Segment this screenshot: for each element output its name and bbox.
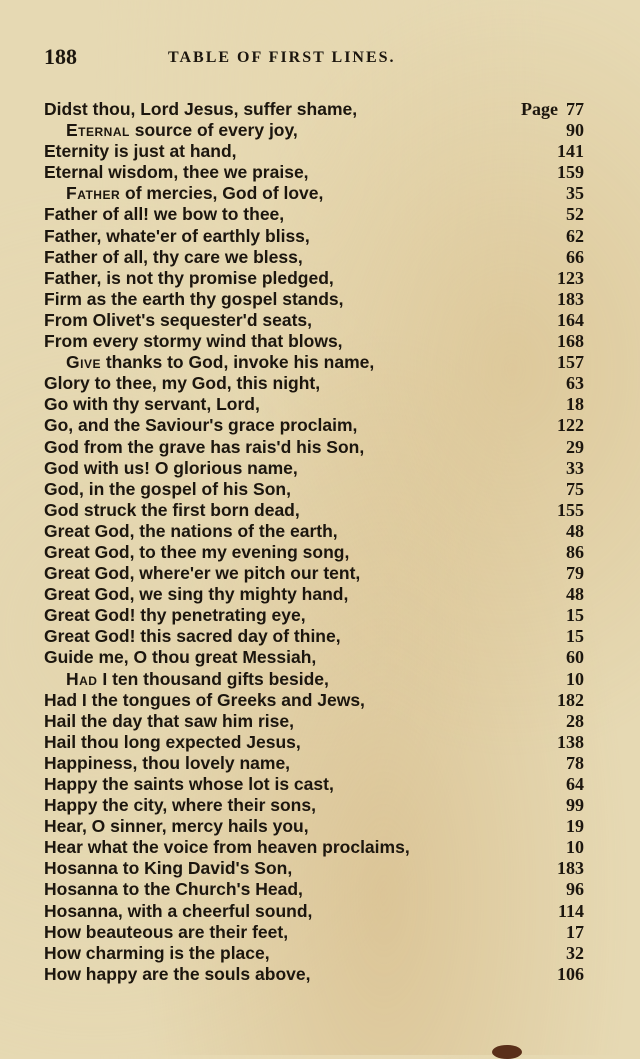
list-item: [44, 879, 584, 900]
first-line-text: [44, 837, 410, 858]
page-reference: [557, 858, 584, 879]
page-reference: [557, 690, 584, 711]
line-text: Go, and the Saviour's grace proclaim,: [44, 415, 358, 436]
page-reference: [566, 584, 584, 605]
first-line-text: [44, 795, 316, 816]
page-number-ref: 183: [557, 858, 584, 879]
first-line-text: [44, 458, 298, 479]
running-title: TABLE OF FIRST LINES.: [168, 49, 396, 66]
page-number-ref: 106: [557, 963, 584, 984]
first-line-text: [44, 605, 306, 626]
page-reference: [566, 816, 584, 837]
page-reference: [566, 774, 584, 795]
list-item: [44, 268, 584, 289]
list-item: [44, 162, 584, 183]
list-item: [44, 626, 584, 647]
page-reference: [557, 964, 584, 985]
line-text: Great God! thy penetrating eye,: [44, 605, 306, 626]
page-reference: [566, 647, 584, 668]
line-text: God from the grave has rais'd his Son,: [44, 436, 365, 457]
page-reference: [566, 437, 584, 458]
list-item: [44, 479, 584, 500]
list-item: [44, 647, 584, 668]
list-item: [44, 394, 584, 415]
list-item: [44, 753, 584, 774]
page-number-ref: 114: [557, 900, 584, 921]
line-text: From Olivet's sequester'd seats,: [44, 309, 313, 330]
line-text: source of every joy,: [129, 120, 298, 141]
page-number: 188: [44, 44, 77, 69]
list-item: [44, 901, 584, 922]
page-reference: [566, 521, 584, 542]
page-number-ref: 183: [557, 288, 584, 309]
page-number-ref: 138: [557, 731, 584, 752]
first-line-text: [44, 858, 292, 879]
page-number-ref: 17: [566, 921, 584, 942]
page-number-ref: 77: [566, 99, 584, 119]
page-number-ref: 66: [566, 246, 584, 267]
first-line-text: [44, 711, 294, 732]
first-line-text: [44, 563, 360, 584]
list-item: [44, 415, 584, 436]
list-item: [44, 204, 584, 225]
page-reference: [566, 669, 584, 690]
line-text: Hail the day that saw him rise,: [44, 710, 294, 731]
first-line-text: [44, 226, 310, 247]
first-line-text: [44, 247, 303, 268]
line-text: Father, whate'er of earthly bliss,: [44, 225, 310, 246]
list-item: [44, 584, 584, 605]
list-item: [44, 732, 584, 753]
page-reference: [566, 795, 584, 816]
page-number-ref: 79: [566, 563, 584, 584]
list-item: [44, 542, 584, 563]
page-number-ref: 10: [566, 837, 584, 858]
line-text: God struck the first born dead,: [44, 499, 300, 520]
first-line-text: [44, 542, 349, 563]
first-line-text: [44, 816, 309, 837]
page-number-ref: 122: [557, 415, 584, 436]
line-text: Hear what the voice from heaven proclaims,: [44, 837, 410, 858]
first-line-text: [44, 943, 270, 964]
line-text: Hosanna, with a cheerful sound,: [44, 900, 313, 921]
section-lead-word: Father: [66, 183, 121, 204]
page-number-ref: 63: [566, 373, 584, 394]
page-reference: [558, 901, 584, 922]
list-item: [44, 816, 584, 837]
list-item: [44, 521, 584, 542]
first-line-text: [44, 964, 310, 985]
first-line-text: [44, 584, 348, 605]
page-number-ref: 28: [566, 710, 584, 731]
page-reference: [557, 289, 584, 310]
page-reference: [566, 626, 584, 647]
list-item: [44, 183, 584, 204]
page-number-ref: 35: [566, 183, 584, 204]
page-label: Page: [521, 99, 558, 119]
page-reference: [566, 711, 584, 732]
page-reference: [557, 310, 584, 331]
list-item: [44, 331, 584, 352]
first-line-text: [44, 437, 364, 458]
page-reference: [566, 943, 584, 964]
first-line-text: [44, 99, 357, 120]
list-item: [44, 563, 584, 584]
first-line-text: [44, 732, 301, 753]
page-reference: [566, 479, 584, 500]
section-lead-word: Give: [66, 352, 101, 373]
page-number-ref: 75: [566, 478, 584, 499]
line-text: How charming is the place,: [44, 942, 270, 963]
page-number-ref: 86: [566, 541, 584, 562]
page-number-ref: 141: [557, 141, 584, 162]
page-reference: [557, 331, 584, 352]
line-text: Father, is not thy promise pledged,: [44, 267, 334, 288]
list-item: [44, 922, 584, 943]
page-number-ref: 29: [566, 436, 584, 457]
first-line-text: [44, 647, 316, 668]
page-number-ref: 168: [557, 331, 584, 352]
list-item: [44, 373, 584, 394]
line-text: Guide me, O thou great Messiah,: [44, 647, 317, 668]
line-text: God with us! O glorious name,: [44, 457, 298, 478]
page-reference: [566, 373, 584, 394]
line-text: Great God, the nations of the earth,: [44, 520, 338, 541]
list-item: [44, 458, 584, 479]
page-number-ref: 123: [557, 267, 584, 288]
page-number-ref: 10: [566, 668, 584, 689]
list-item: [44, 795, 584, 816]
first-line-text: [44, 626, 341, 647]
page-reference: [566, 394, 584, 415]
list-item: [44, 690, 584, 711]
page-reference: [557, 141, 584, 162]
list-item: [44, 99, 584, 120]
first-line-text: [44, 690, 365, 711]
page-number-ref: 19: [566, 816, 584, 837]
first-line-text: [44, 310, 312, 331]
ink-stain: [492, 1045, 522, 1059]
list-item: [44, 858, 584, 879]
page-reference: [566, 247, 584, 268]
page-number-ref: 155: [557, 499, 584, 520]
page-reference: [557, 500, 584, 521]
first-line-text: [44, 415, 357, 436]
line-text: thanks to God, invoke his name,: [100, 352, 375, 373]
page-reference: [566, 605, 584, 626]
page-reference: [557, 162, 584, 183]
first-line-text: [44, 204, 284, 225]
first-line-text: [44, 352, 374, 373]
list-item: [44, 774, 584, 795]
line-text: Hear, O sinner, mercy hails you,: [44, 816, 309, 837]
line-text: Happy the saints whose lot is cast,: [44, 774, 334, 794]
first-line-text: [44, 500, 300, 521]
first-line-text: [44, 289, 344, 310]
page-reference: [566, 542, 584, 563]
list-item: [44, 669, 584, 690]
line-text: Happiness, thou lovely name,: [44, 752, 291, 773]
list-item: [44, 247, 584, 268]
page-reference: [566, 183, 584, 204]
page-number-ref: 62: [566, 225, 584, 246]
line-text: of mercies, God of love,: [120, 183, 324, 204]
list-item: [44, 437, 584, 458]
list-item: [44, 837, 584, 858]
page-reference: [566, 563, 584, 584]
first-line-text: [44, 774, 334, 795]
first-line-text: [44, 669, 329, 690]
list-item: [44, 943, 584, 964]
page-reference: [566, 204, 584, 225]
first-lines-list: [44, 99, 584, 985]
line-text: Great God, where'er we pitch our tent,: [44, 563, 361, 584]
line-text: Father of all! we bow to thee,: [44, 204, 285, 225]
first-line-text: [44, 162, 309, 183]
page-number-ref: 99: [566, 795, 584, 816]
line-text: Great God, to thee my evening song,: [44, 541, 350, 562]
first-line-text: [44, 879, 303, 900]
page-reference: [566, 226, 584, 247]
first-line-text: [44, 120, 298, 141]
list-item: [44, 500, 584, 521]
first-line-text: [44, 479, 291, 500]
page-number-ref: 32: [566, 942, 584, 963]
line-text: Hosanna to the Church's Head,: [44, 879, 303, 900]
page-reference: [521, 99, 584, 120]
line-text: I ten thousand gifts beside,: [97, 668, 329, 689]
page-number-ref: 182: [557, 689, 584, 710]
page-number-ref: 96: [566, 879, 584, 900]
line-text: How beauteous are their feet,: [44, 921, 289, 942]
page-reference: [566, 837, 584, 858]
page-number-ref: 33: [566, 457, 584, 478]
page-reference: [566, 879, 584, 900]
list-item: [44, 711, 584, 732]
page-number-ref: 60: [566, 647, 584, 668]
section-lead-word: Eternal: [66, 120, 130, 141]
line-text: Hail thou long expected Jesus,: [44, 731, 301, 752]
list-item: [44, 226, 584, 247]
page-number-ref: 90: [566, 120, 584, 141]
list-item: [44, 310, 584, 331]
page-reference: [566, 922, 584, 943]
page-number-ref: 48: [566, 584, 584, 605]
page-number-ref: 15: [566, 626, 584, 647]
page-reference: [566, 458, 584, 479]
list-item: [44, 141, 584, 162]
line-text: Father of all, thy care we bless,: [44, 246, 303, 267]
line-text: Didst thou, Lord Jesus, suffer shame,: [44, 99, 358, 119]
first-line-text: [44, 901, 312, 922]
list-item: [44, 352, 584, 373]
page-number-ref: 78: [566, 752, 584, 773]
page-number-ref: 157: [557, 352, 584, 373]
first-line-text: [44, 141, 237, 162]
page-number-ref: 159: [557, 162, 584, 183]
first-line-text: [44, 922, 288, 943]
page-reference: [557, 268, 584, 289]
first-line-text: [44, 183, 323, 204]
list-item: [44, 120, 584, 141]
line-text: God, in the gospel of his Son,: [44, 478, 291, 499]
line-text: Eternal wisdom, thee we praise,: [44, 162, 309, 183]
first-line-text: [44, 521, 338, 542]
page-reference: [566, 120, 584, 141]
line-text: Go with thy servant, Lord,: [44, 394, 260, 415]
line-text: Glory to thee, my God, this night,: [44, 373, 321, 394]
first-line-text: [44, 373, 320, 394]
first-line-text: [44, 331, 343, 352]
list-item: [44, 964, 584, 985]
page-reference: [566, 753, 584, 774]
line-text: Firm as the earth thy gospel stands,: [44, 288, 344, 309]
page-number-ref: 52: [566, 204, 584, 225]
line-text: Hosanna to King David's Son,: [44, 858, 293, 879]
page-number-ref: 18: [566, 394, 584, 415]
page-number-ref: 164: [557, 309, 584, 330]
list-item: [44, 605, 584, 626]
line-text: Had I the tongues of Greeks and Jews,: [44, 689, 365, 710]
first-line-text: [44, 268, 334, 289]
line-text: How happy are the souls above,: [44, 963, 311, 984]
page-number-ref: 15: [566, 605, 584, 626]
section-lead-word: Had: [66, 668, 98, 689]
page-reference: [557, 415, 584, 436]
line-text: Great God, we sing thy mighty hand,: [44, 584, 349, 605]
page-number-ref: 48: [566, 520, 584, 541]
list-item: [44, 289, 584, 310]
line-text: Great God! this sacred day of thine,: [44, 626, 341, 647]
page-header: [44, 44, 584, 72]
first-line-text: [44, 753, 290, 774]
line-text: Happy the city, where their sons,: [44, 795, 316, 816]
page-reference: [557, 732, 584, 753]
line-text: Eternity is just at hand,: [44, 141, 237, 162]
page-reference: [557, 352, 584, 373]
line-text: From every stormy wind that blows,: [44, 331, 343, 352]
first-line-text: [44, 394, 260, 415]
page-number-ref: 64: [566, 774, 584, 794]
